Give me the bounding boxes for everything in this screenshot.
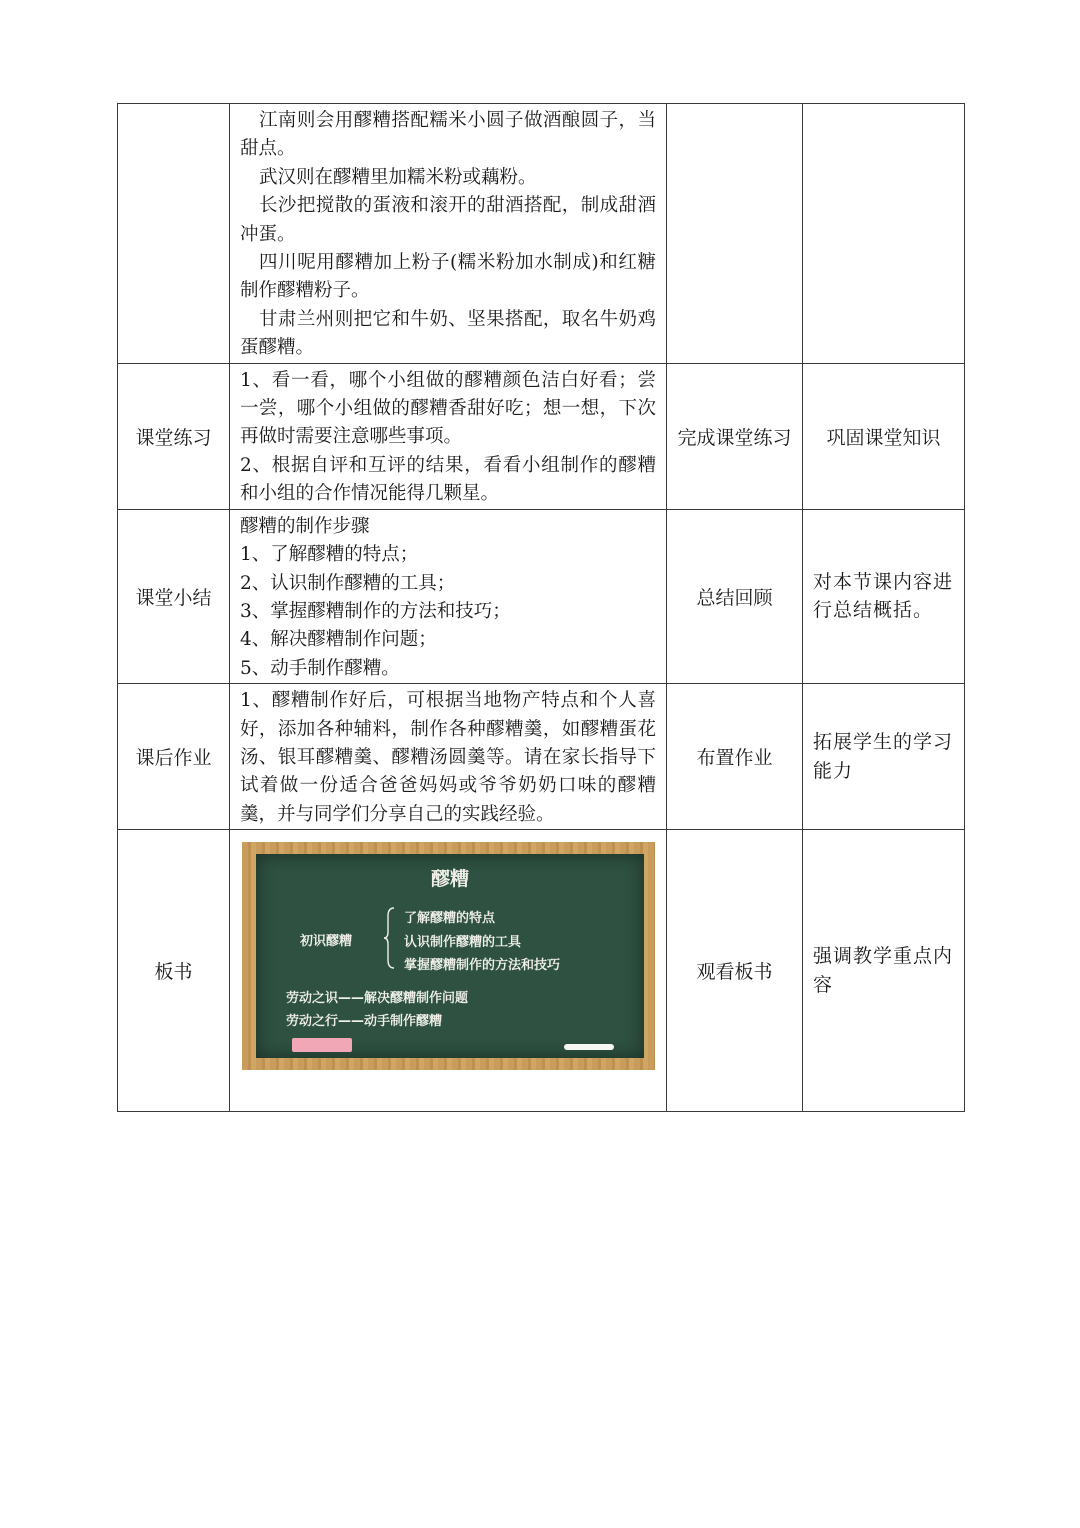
brace-icon	[384, 906, 396, 970]
design-intent: 拓展学生的学习能力	[803, 684, 965, 830]
chalkboard-items	[404, 907, 560, 978]
table-row	[118, 363, 965, 509]
paragraph: 2、认识制作醪糟的工具；	[240, 572, 456, 594]
regional-variants-cell	[230, 104, 667, 364]
empty-cell	[118, 104, 230, 364]
student-activity: 完成课堂练习	[667, 363, 803, 509]
chalkboard-frame	[242, 842, 655, 1070]
student-activity: 观看板书	[667, 830, 803, 1112]
table-row	[118, 830, 965, 1112]
chalkboard-bottom	[286, 987, 468, 1033]
paragraph: 5、动手制作醪糟。	[240, 657, 400, 679]
paragraph: 长沙把搅散的蛋液和滚开的甜酒搭配，制成甜酒冲蛋。	[240, 195, 656, 245]
chalk-icon	[564, 1044, 614, 1050]
chalkboard-cell	[230, 830, 667, 1112]
table-row	[118, 684, 965, 830]
chalkboard-line: 劳动之识——解决醪糟制作问题	[286, 991, 469, 1007]
chalkboard-item: 了解醪糟的特点	[404, 911, 496, 927]
paragraph: 1、看一看，哪个小组做的醪糟颜色洁白好看；尝一尝，哪个小组做的醪糟香甜好吃；想一想，下次再做时需要注意哪些事项。	[240, 369, 656, 448]
table-row	[118, 104, 965, 364]
paragraph: 四川呢用醪糟加上粉子(糯米粉加水制成)和红糖制作醪糟粉子。	[240, 252, 656, 302]
design-intent: 强调教学重点内容	[803, 830, 965, 1112]
paragraph: 1、醪糟制作好后，可根据当地物产特点和个人喜好，添加各种辅料，制作各种醪糟羹，如醪糟蛋花汤、银耳醪糟羹、醪糟汤圆羹等。请在家长指导下试着做一份适合爸爸妈妈或爷爷奶奶口味的醪糟羹，并与同学们分享自己的实践经验。	[240, 690, 656, 825]
chalkboard-group-label: 初识醪糟	[300, 934, 353, 950]
section-label-summary: 课堂小结	[118, 509, 230, 683]
homework-content	[230, 684, 667, 830]
paragraph: 4、解决醪糟制作问题；	[240, 629, 437, 651]
chalkboard-line: 劳动之行——动手制作醪糟	[286, 1014, 443, 1030]
empty-cell	[667, 104, 803, 364]
chalkboard	[256, 854, 644, 1058]
student-activity: 布置作业	[667, 684, 803, 830]
design-intent: 巩固课堂知识	[803, 363, 965, 509]
section-label-homework: 课后作业	[118, 684, 230, 830]
summary-content	[230, 509, 667, 683]
paragraph: 3、掌握醪糟制作的方法和技巧；	[240, 600, 511, 622]
practice-content	[230, 363, 667, 509]
section-label-practice: 课堂练习	[118, 363, 230, 509]
lesson-plan-table	[117, 103, 965, 1112]
table-row	[118, 509, 965, 683]
section-label-board: 板书	[118, 830, 230, 1112]
chalkboard-item: 认识制作醪糟的工具	[404, 934, 522, 950]
paragraph: 醪糟的制作步骤	[240, 515, 370, 537]
paragraph: 2、根据自评和互评的结果，看看小组制作的醪糟和小组的合作情况能得几颗星。	[240, 454, 656, 505]
student-activity: 总结回顾	[667, 509, 803, 683]
paragraph: 甘肃兰州则把它和牛奶、坚果搭配，取名牛奶鸡蛋醪糟。	[240, 308, 656, 359]
design-intent: 对本节课内容进行总结概括。	[803, 509, 965, 683]
chalkboard-item: 掌握醪糟制作的方法和技巧	[404, 958, 561, 974]
eraser-icon	[292, 1038, 352, 1052]
paragraph: 武汉则在醪糟里加糯米粉或藕粉。	[259, 166, 537, 188]
paragraph: 1、了解醪糟的特点；	[240, 544, 419, 566]
paragraph: 江南则会用醪糟搭配糯米小圆子做酒酿圆子，当甜点。	[240, 110, 656, 160]
empty-cell	[803, 104, 965, 364]
chalkboard-title: 醪糟	[430, 868, 469, 891]
